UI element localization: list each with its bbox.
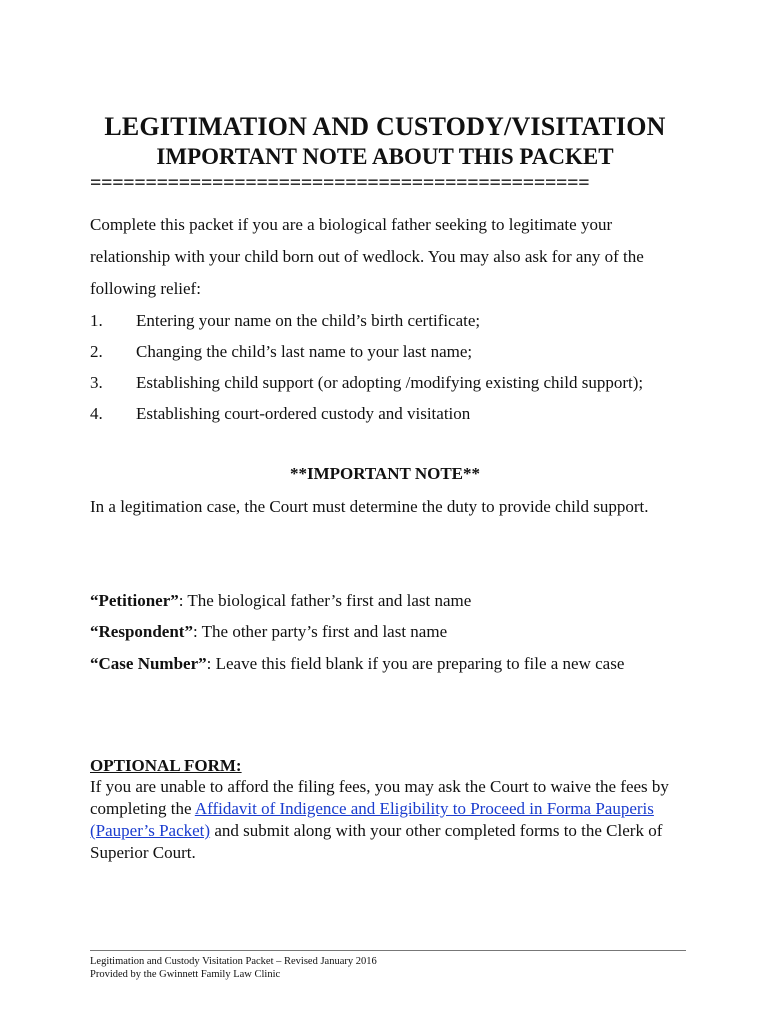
list-item-number: 1.	[90, 311, 103, 330]
intro-line-1: Complete this packet if you are a biological father seeking to legitimate your	[90, 215, 613, 234]
list-item-text: Establishing child support (or adopting /modifying existing child support);	[136, 373, 644, 392]
optional-text-before: If you are unable to afford the filing fees, you may ask the Court to waive the fees by completing the	[90, 777, 669, 818]
list-item-number: 4.	[90, 404, 103, 423]
definition-case-number	[90, 652, 624, 676]
footer-line-1: Legitimation and Custody Visitation Packet – Revised January 2016	[90, 956, 377, 967]
page-footer	[90, 955, 377, 981]
heading-divider: =============================================	[90, 172, 590, 194]
optional-form-heading: OPTIONAL FORM:	[90, 756, 242, 775]
definition-term: “Petitioner”	[90, 591, 179, 610]
definition-term: “Respondent”	[90, 622, 193, 641]
list-item	[90, 367, 690, 398]
intro-line-3: following relief:	[90, 279, 201, 298]
definition-desc: : The other party’s first and last name	[192, 622, 448, 641]
list-item-text: Entering your name on the child’s birth certificate;	[136, 311, 481, 330]
list-item	[90, 305, 690, 336]
definition-respondent	[90, 620, 447, 644]
list-item-number: 3.	[90, 373, 103, 392]
intro-line-2: relationship with your child born out of wedlock. You may also ask for any of the	[90, 247, 644, 266]
list-item	[90, 336, 690, 367]
definition-petitioner	[90, 589, 471, 613]
important-note-heading: **IMPORTANT NOTE**	[289, 464, 481, 483]
document-title: LEGITIMATION AND CUSTODY/VISITATION	[104, 112, 666, 141]
definition-desc: : The biological father’s first and last name	[178, 591, 472, 610]
list-item-text: Establishing court-ordered custody and visitation	[136, 404, 471, 423]
document-subtitle: IMPORTANT NOTE ABOUT THIS PACKET	[156, 144, 614, 169]
list-item	[90, 398, 690, 429]
list-item-number: 2.	[90, 342, 103, 361]
list-item-text: Changing the child’s last name to your last name;	[136, 342, 473, 361]
optional-text-after: and submit along with your other completed forms to the Clerk of Superior Court.	[90, 821, 663, 862]
important-note-text: In a legitimation case, the Court must determine the duty to provide child support.	[90, 497, 649, 516]
optional-form-text	[90, 776, 690, 864]
pauper-packet-link[interactable]: Affidavit of Indigence and Eligibility to Proceed in Forma Pauperis (Pauper’s Packet)	[90, 799, 654, 840]
relief-list	[90, 305, 690, 429]
footer-divider	[90, 950, 686, 951]
footer-line-2: Provided by the Gwinnett Family Law Clinic	[90, 969, 281, 980]
definition-desc: : Leave this field blank if you are preparing to file a new case	[206, 654, 625, 673]
definition-term: “Case Number”	[90, 654, 207, 673]
